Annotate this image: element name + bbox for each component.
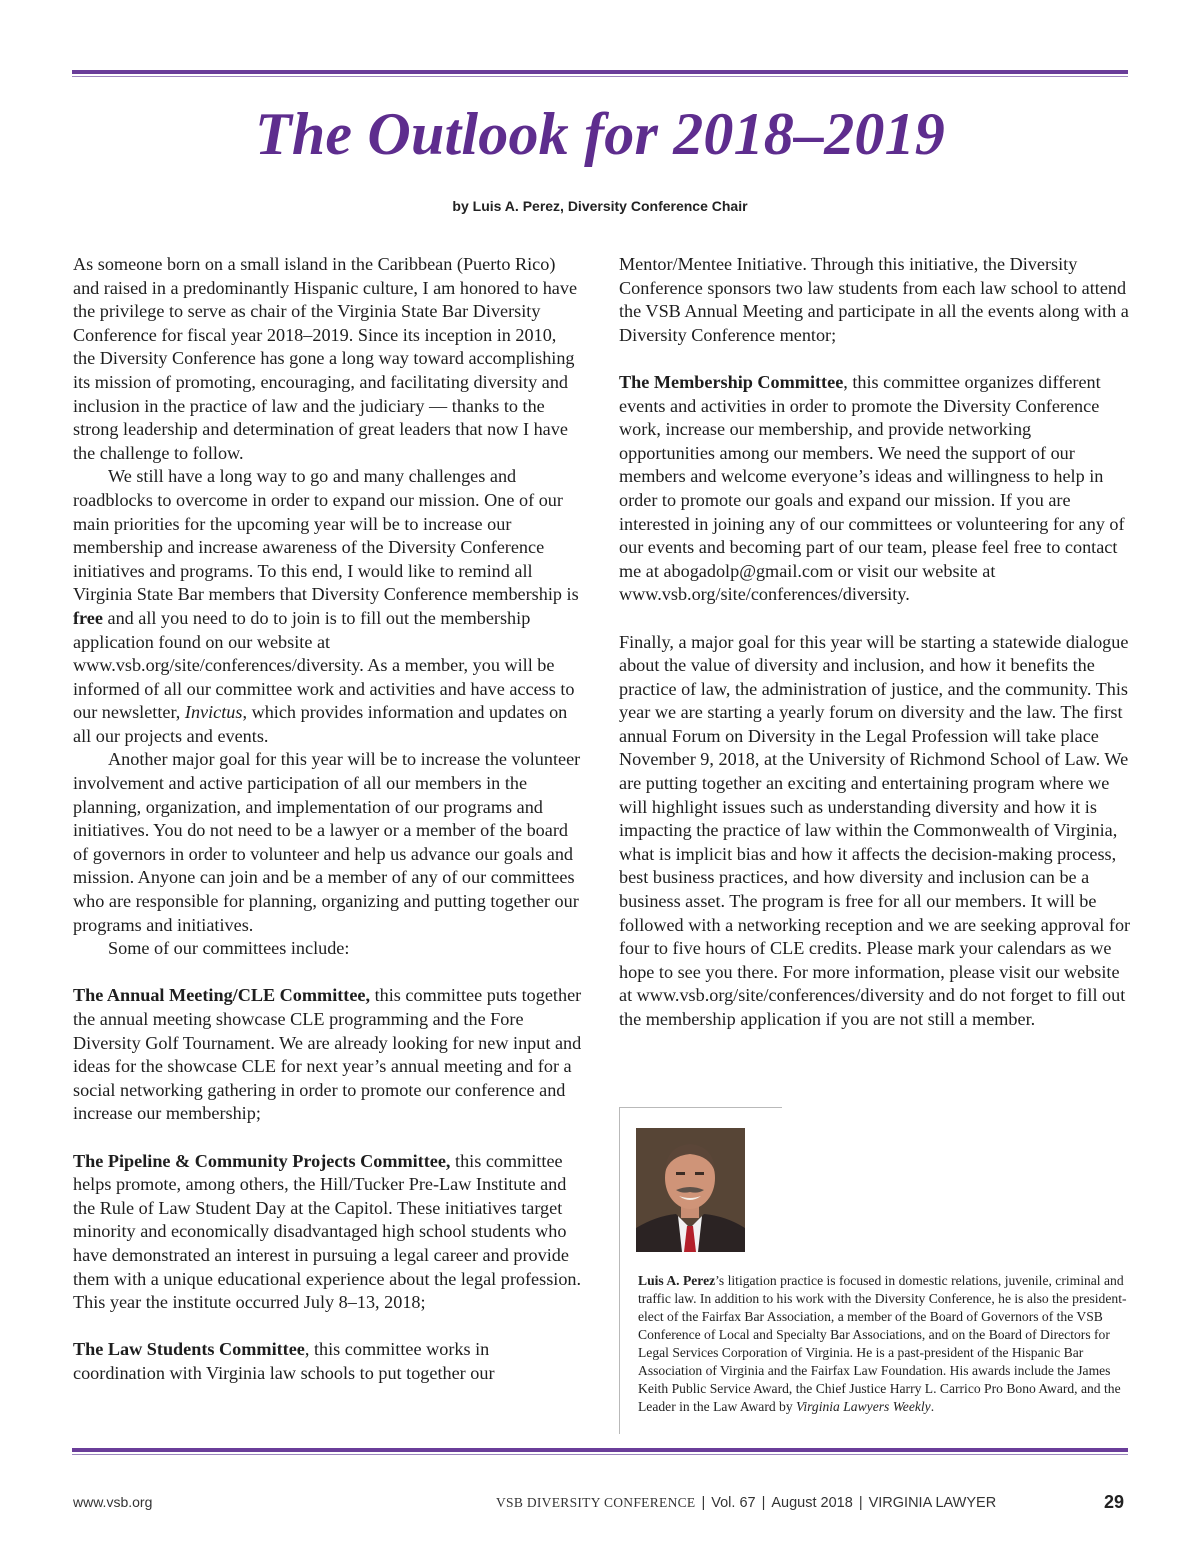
committee-heading: The Membership Committee	[619, 371, 844, 392]
footer-website-link[interactable]: www.vsb.org	[73, 1494, 153, 1510]
publication-name: Virginia Lawyers Weekly	[796, 1399, 931, 1414]
article-title: The Outlook for 2018–2019	[254, 101, 946, 167]
law-students-committee: The Law Students Committee, this committee works in coordination with Virginia law schools to put together our	[73, 1339, 495, 1383]
paragraph-mentor: Mentor/Mentee Initiative. Through this initiative, the Diversity Conference sponsors two law students from each law school to attend the VSB Annual Meeting and participate in all the events along with a Diversity Conference mentor;	[619, 254, 1129, 345]
committee-heading: The Law Students Committee	[73, 1339, 305, 1360]
committee-heading: The Pipeline & Community Projects Committee,	[73, 1150, 451, 1171]
top-rule	[72, 70, 1128, 74]
left-column	[73, 253, 583, 1386]
paragraph-priorities: We still have a long way to go and many challenges and roadblocks to overcome in order to expand our mission. One of our main priorities for the upcoming year will be to increase our membership and increase awareness of the Diversity Conference initiatives and programs. To this end, I would like to remind all Virginia State Bar members that Diversity Conference membership is free and all you need to do to join is to fill out the membership application found on our website at www.vsb.org/site/conferences/diversity. As a member, you will be informed of all our committee work and activities and have access to our newsletter, Invictus, which provides information and updates on all our projects and events.	[73, 466, 579, 746]
footer-separator: |	[701, 1495, 706, 1511]
author-bio: Luis A. Perez’s litigation practice is focused in domestic relations, juvenile, criminal and traffic law. In addition to his work with the Diversity Conference, he is also the president-elect of the Fairfax Bar Association, a member of the Board of Governors of the VSB Conference of Local and Specialty Bar Associations, and on the Board of Directors for Legal Services Corporation of Virginia. He is a past-president of the Hispanic Bar Association of Virginia and the Fairfax Law Foundation. His awards include the James Keith Public Service Award, the Chief Justice Harry L. Carrico Pro Bono Award, and the Leader in the Law Award by Virginia Lawyers Weekly.	[638, 1273, 1127, 1414]
paragraph-volunteer: Another major goal for this year will be to increase the volunteer involvement and active participation of all our members in the planning, organization, and implementation of our programs and initiatives. You do not need to be a lawyer or a member of the board of governors in order to volunteer and help us advance our goals and mission. Anyone can join and be a member of any of our committees who are responsible for planning, organizing and putting together our programs and initiatives.	[73, 749, 581, 935]
bio-name: Luis A. Perez	[638, 1273, 716, 1288]
paragraph-intro: As someone born on a small island in the Caribbean (Puerto Rico) and raised in a predominantly Hispanic culture, I am honored to have the privilege to serve as chair of the Virginia State Bar Diversity Conference for fiscal year 2018–2019. Since its inception in 2010, the Diversity Conference has gone a long way toward accomplishing its mission of promoting, encouraging, and facilitating diversity and inclusion in the practice of law and the judiciary — thanks to the strong leadership and determination of great leaders that now I have the challenge to follow.	[73, 254, 578, 463]
author-photo	[636, 1128, 745, 1252]
footer-separator: |	[858, 1495, 863, 1511]
byline: by Luis A. Perez, Diversity Conference Chair	[452, 198, 748, 214]
footer-separator: |	[761, 1495, 766, 1511]
author-portrait-illustration	[636, 1128, 745, 1252]
right-column	[619, 253, 1131, 1032]
footer-section: VSB DIVERSITY CONFERENCE	[496, 1495, 696, 1510]
free-emphasis: free	[73, 607, 103, 628]
newsletter-name: Invictus	[184, 702, 243, 723]
page-number: 29	[1104, 1492, 1125, 1512]
footer-volume: Vol. 67	[711, 1495, 756, 1511]
footer-running-head	[496, 1495, 996, 1512]
annual-meeting-committee: The Annual Meeting/CLE Committee, this committee puts together the annual meeting showcase CLE programming and the Fore Diversity Golf Tournament. We are already looking for new input and ideas for the showcase CLE for next year’s annual meeting and for a social networking gathering in order to promote our conference and increase our membership;	[73, 985, 582, 1124]
membership-committee: The Membership Committee, this committee organizes different events and activities in order to promote the Diversity Conference work, increase our membership, and provide networking opportunities among our members. We need the support of our members and welcome everyone’s ideas and willingness to help in order to promote our goals and expand our mission. If you are interested in joining any of our committees or volunteering for any of our events and becoming part of our team, please feel free to contact me at abogadolp@gmail.com or visit our website at www.vsb.org/site/conferences/diversity.	[619, 371, 1125, 605]
committee-heading: The Annual Meeting/CLE Committee,	[73, 985, 371, 1006]
pipeline-committee: The Pipeline & Community Projects Committee, this committee helps promote, among others, the Hill/Tucker Pre-Law Institute and the Rule of Law Student Day at the Capitol. These initiatives target minority and economically disadvantaged high school students who have demonstrated an interest in pursuing a legal career and provide them with a unique educational experience about the legal profession. This year the institute occurred July 8–13, 2018;	[73, 1150, 582, 1313]
footer-publication: VIRGINIA LAWYER	[868, 1495, 997, 1511]
bottom-rule	[72, 1448, 1128, 1452]
footer-date: August 2018	[771, 1495, 853, 1511]
paragraph-forum: Finally, a major goal for this year will be starting a statewide dialogue about the value of diversity and inclusion, and how it benefits the practice of law, the administration of justice, and the community. This year we are starting a yearly forum on diversity and the law. The first annual Forum on Diversity in the Legal Profession will take place November 9, 2018, at the University of Richmond School of Law. We are putting together an exciting and entertaining program where we will highlight issues such as understanding diversity and how it is impacting the practice of law within the Commonwealth of Virginia, what is implicit bias and how it affects the decision-making process, best business practices, and how diversity and inclusion can be a business asset. The program is free for all our members. It will be followed with a networking reception and we are seeking approval for four to five hours of CLE credits. Please mark your calendars as we hope to see you there. For more information, please visit our website at www.vsb.org/site/conferences/diversity and do not forget to fill out the membership application if you are not still a member.	[619, 631, 1131, 1029]
paragraph-committees-intro: Some of our committees include:	[108, 938, 350, 959]
